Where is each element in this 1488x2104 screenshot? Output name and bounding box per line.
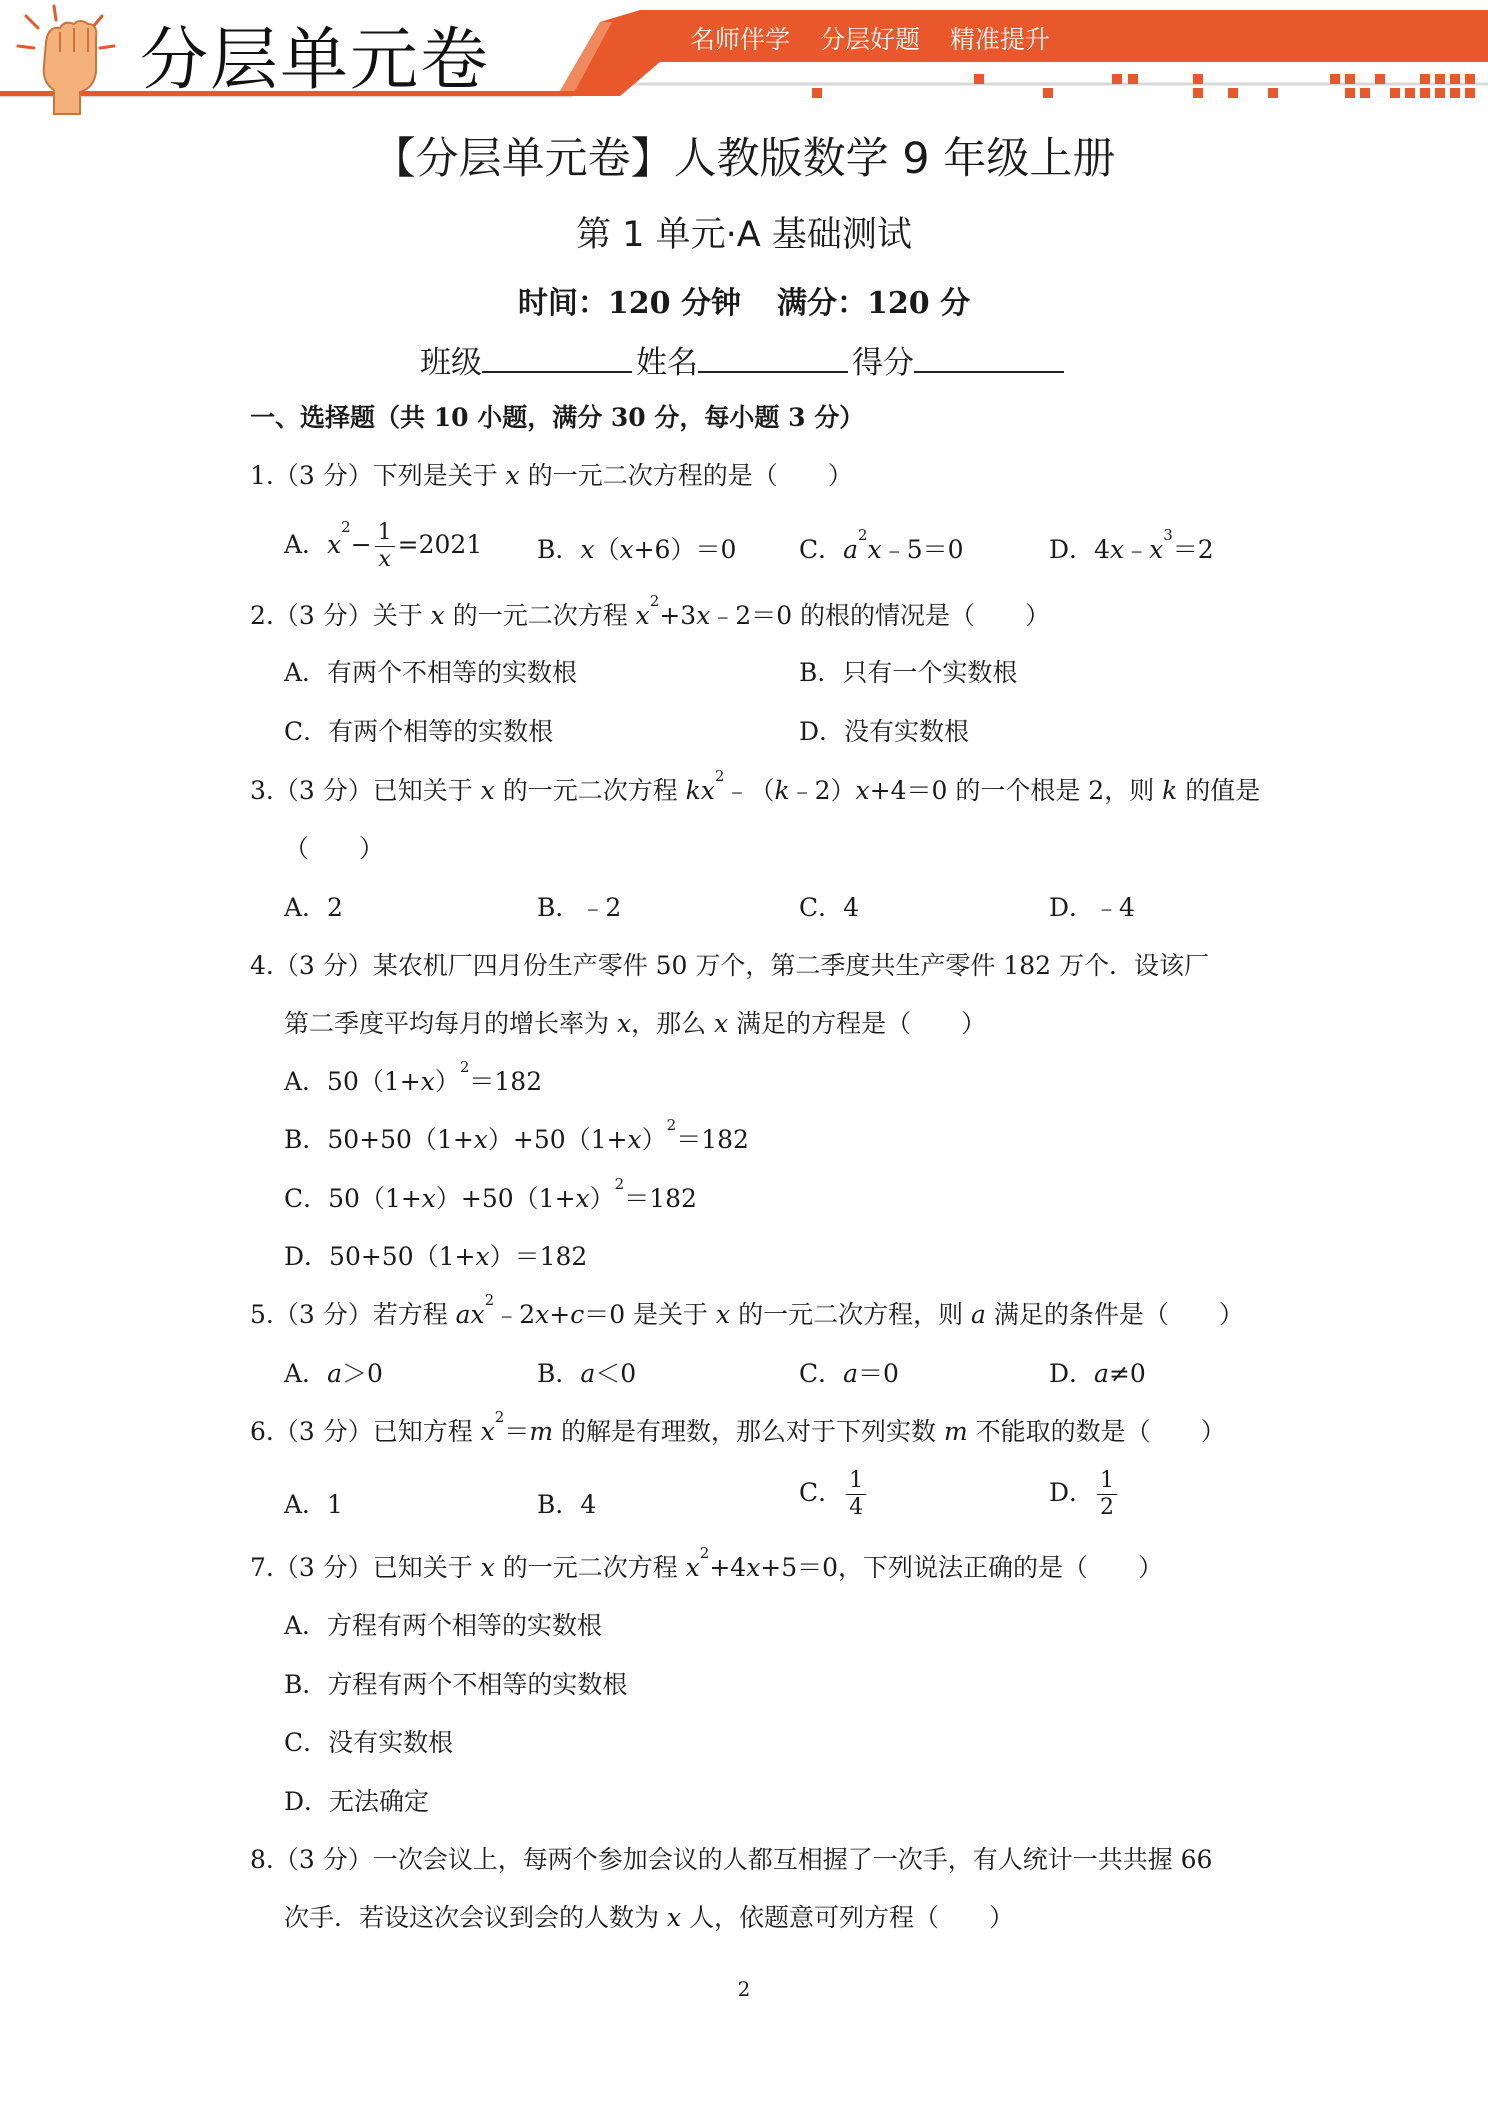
question-8-continued: 次手．若设这次会议到会的人数为 x 人，依题意可列方程（ ） [284, 1903, 1015, 1932]
question-4: 4.（3 分）某农机厂四月份生产零件 50 万个，第二季度共生产零件 182 万个．设该厂 [250, 951, 1210, 980]
question-2: 2.（3 分）关于 x 的一元二次方程 $x^2+3x﹣2=0$ 的根的情况是（ ） [250, 592, 1051, 630]
question-5-option-c[interactable]: C．a＝0 [799, 1359, 899, 1388]
question-6-option-a[interactable]: A．1 [284, 1490, 343, 1519]
question-4-option-d[interactable]: D．50+50（1+x）＝182 [284, 1242, 588, 1271]
class-label: 班级 [420, 345, 482, 381]
question-2-option-b[interactable]: B．只有一个实数根 [799, 658, 1018, 687]
question-1-option-a[interactable]: A．$x^2-$ $\frac{1}{x}$ =2021 [284, 518, 483, 572]
header-slogan: 名师伴学 分层好题 精准提升 [690, 25, 1050, 54]
name-blank[interactable] [698, 341, 848, 373]
question-1-option-b[interactable]: B．x（x+6）＝0 [537, 535, 737, 564]
document-title: 【分层单元卷】人教版数学 9 年级上册 [372, 134, 1116, 184]
question-7-option-d[interactable]: D．无法确定 [284, 1787, 430, 1816]
question-6: 6.（3 分）已知方程 $x^2=m$ 的解是有理数，那么对于下列实数 m 不能取的数是（ ） [250, 1408, 1226, 1446]
question-2-option-a[interactable]: A．有两个不相等的实数根 [284, 658, 578, 687]
question-5-option-a[interactable]: A．a＞0 [284, 1359, 383, 1388]
raised-fist-icon [10, 2, 130, 117]
question-1-option-d[interactable]: D．$4x﹣x^3=2$ [1049, 526, 1214, 564]
question-4-option-c[interactable]: C．$50(1+x)+50(1+x)^2=182$ [284, 1175, 697, 1213]
question-4-continued: 第二季度平均每月的增长率为 x，那么 x 满足的方程是（ ） [284, 1009, 987, 1038]
page-number: 2 [737, 1977, 751, 2001]
score-label: 得分 [852, 345, 914, 381]
class-blank[interactable] [482, 341, 632, 373]
question-4-option-b[interactable]: B．$50+50(1+x)+50(1+x)^2=182$ [284, 1116, 749, 1154]
question-2-option-c[interactable]: C．有两个相等的实数根 [284, 717, 554, 746]
question-3-option-d[interactable]: D．﹣4 [1049, 893, 1135, 922]
question-6-option-d[interactable]: D． $\frac{1}{2}$ [1049, 1470, 1120, 1519]
exam-info [0, 278, 1488, 322]
question-1-option-c[interactable]: C．$a^2x﹣5=0$ [799, 526, 964, 564]
exam-full-score: 满分：120 分 [777, 286, 971, 321]
question-7-option-c[interactable]: C．没有实数根 [284, 1728, 454, 1757]
question-1: 1.（3 分）下列是关于 x 的一元二次方程的是（ ） [250, 461, 853, 490]
question-4-option-a[interactable]: A．$50(1+x)^2=182$ [284, 1058, 543, 1096]
question-6-option-c[interactable]: C． $\frac{1}{4}$ [799, 1470, 869, 1519]
section-title: 一、选择题（共 10 小题，满分 30 分，每小题 3 分） [250, 403, 865, 432]
question-2-option-d[interactable]: D．没有实数根 [799, 717, 970, 746]
question-3-option-b[interactable]: B．﹣2 [537, 893, 622, 922]
question-8: 8.（3 分）一次会议上，每两个参加会议的人都互相握了一次手，有人统计一共共握 66 [250, 1845, 1213, 1874]
question-3-option-a[interactable]: A．2 [284, 893, 343, 922]
question-7: 7.（3 分）已知关于 x 的一元二次方程 $x^2+4x+5=0$，下列说法正确的是（ ） [250, 1544, 1164, 1582]
question-5: 5.（3 分）若方程 $ax^2﹣2x+c=0$ 是关于 x 的一元二次方程，则 a 满足的条件是（ ） [250, 1291, 1244, 1329]
question-7-option-b[interactable]: B．方程有两个不相等的实数根 [284, 1670, 628, 1699]
score-blank[interactable] [914, 341, 1064, 373]
question-7-option-a[interactable]: A．方程有两个相等的实数根 [284, 1611, 603, 1640]
question-6-option-b[interactable]: B．4 [537, 1490, 597, 1519]
question-5-option-d[interactable]: D．a≠0 [1049, 1359, 1146, 1388]
question-3-option-c[interactable]: C．4 [799, 893, 860, 922]
question-3-continued: （ ） [284, 834, 385, 863]
question-5-option-b[interactable]: B．a＜0 [537, 1359, 637, 1388]
brand-title: 分层单元卷 [140, 21, 491, 100]
exam-time: 时间：120 分钟 [517, 286, 741, 321]
student-info-line [0, 337, 1488, 382]
question-3: 3.（3 分）已知关于 x 的一元二次方程 $kx^2﹣(k﹣2)x+4=0$ 的一个根是 2，则 k 的值是 [250, 767, 1261, 805]
name-label: 姓名 [636, 345, 698, 381]
unit-title: 第 1 单元·A 基础测试 [576, 215, 912, 255]
header-banner [0, 0, 1488, 125]
